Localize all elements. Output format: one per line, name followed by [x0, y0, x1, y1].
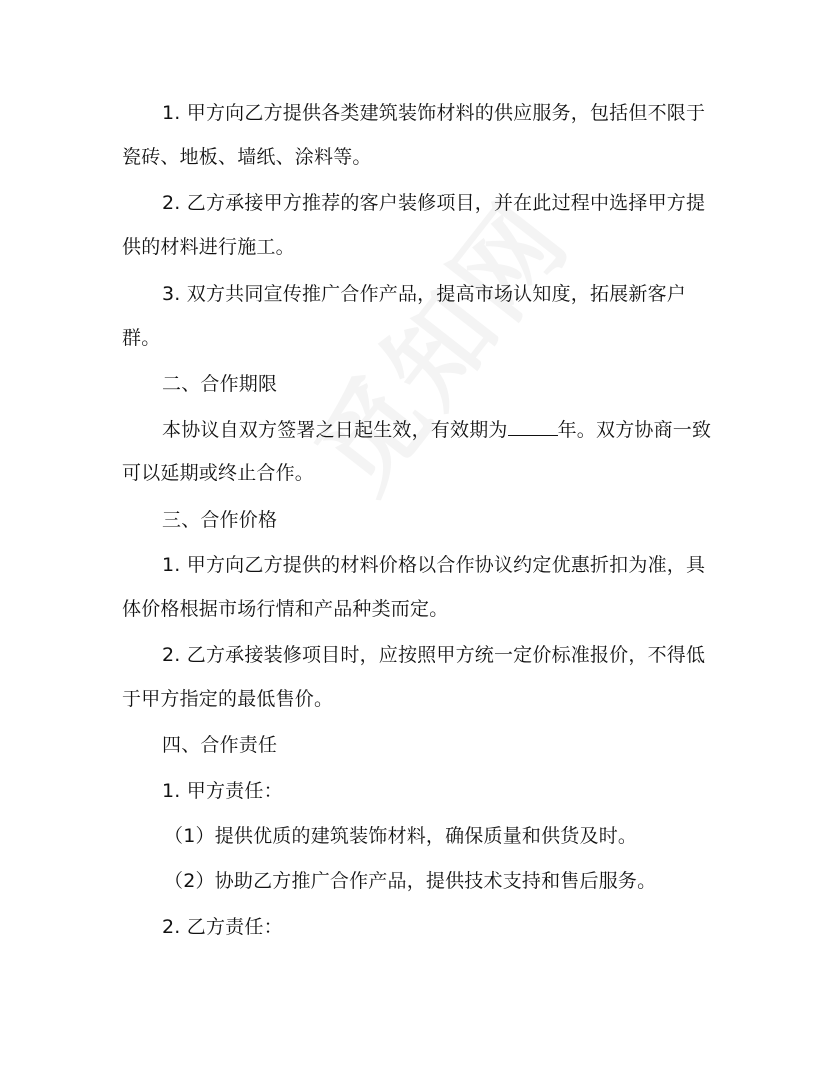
- heading-cooperation-responsibility: 四、合作责任: [162, 734, 278, 756]
- party-b-responsibility-heading: 2. 乙方责任：: [162, 916, 283, 938]
- item-3-line-2: 群。: [122, 327, 161, 349]
- period-line-1: [162, 417, 711, 442]
- watermark: [278, 175, 601, 526]
- party-a-responsibility-2: （2）协助乙方推广合作产品，提供技术支持和售后服务。: [164, 870, 657, 892]
- price-item-1-line-2: 体价格根据市场行情和产品种类而定。: [122, 598, 449, 620]
- item-2-line-2: 供的材料进行施工。: [122, 236, 295, 258]
- price-item-1-line-1: 1. 甲方向乙方提供的材料价格以合作协议约定优惠折扣为准，具: [162, 554, 706, 576]
- heading-cooperation-price: 三、合作价格: [162, 509, 278, 531]
- period-text-after-blank: 年。双方协商一致: [557, 419, 712, 441]
- item-1-line-1: 1. 甲方向乙方提供各类建筑装饰材料的供应服务，包括但不限于: [162, 102, 706, 124]
- period-text-before-blank: 本协议自双方签署之日起生效，有效期为: [162, 419, 508, 441]
- price-item-2-line-2: 于甲方指定的最低售价。: [122, 688, 334, 710]
- party-a-responsibility-heading: 1. 甲方责任：: [162, 780, 283, 802]
- item-2-line-1: 2. 乙方承接甲方推荐的客户装修项目，并在此过程中选择甲方提: [162, 192, 706, 214]
- price-item-2-line-1: 2. 乙方承接装修项目时，应按照甲方统一定价标准报价，不得低: [162, 644, 706, 666]
- party-a-responsibility-1: （1）提供优质的建筑装饰材料，确保质量和供货及时。: [164, 825, 638, 847]
- period-line-2: 可以延期或终止合作。: [122, 462, 315, 484]
- heading-cooperation-period: 二、合作期限: [162, 373, 278, 395]
- term-years-blank: [508, 417, 558, 436]
- item-3-line-1: 3. 双方共同宣传推广合作产品，提高市场认知度，拓展新客户: [162, 283, 686, 305]
- item-1-line-2: 瓷砖、地板、墙纸、涂料等。: [122, 146, 372, 168]
